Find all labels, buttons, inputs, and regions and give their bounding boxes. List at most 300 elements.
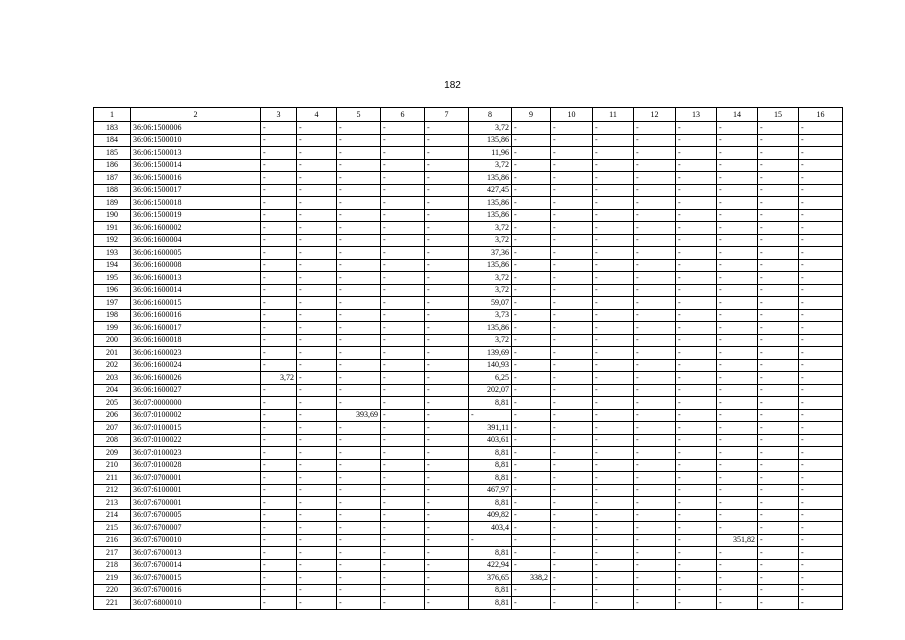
table-cell: - <box>676 522 717 535</box>
table-cell: - <box>512 197 551 210</box>
table-cell: - <box>593 134 634 147</box>
table-cell: 205 <box>94 397 131 410</box>
table-cell: - <box>297 447 337 460</box>
table-cell: 135,86 <box>469 259 512 272</box>
table-cell: - <box>261 134 297 147</box>
table-cell: - <box>717 559 758 572</box>
table-cell: 427,45 <box>469 184 512 197</box>
table-cell: - <box>297 247 337 260</box>
table-cell: - <box>261 322 297 335</box>
table-row <box>94 159 843 172</box>
table-cell: 190 <box>94 209 131 222</box>
table-cell: - <box>717 447 758 460</box>
table-cell: - <box>425 447 469 460</box>
table-cell: - <box>758 447 799 460</box>
table-cell: 36:07:6700010 <box>131 534 261 547</box>
table-cell: - <box>634 259 676 272</box>
table-cell: - <box>717 259 758 272</box>
table-cell: - <box>676 159 717 172</box>
table-cell: - <box>261 459 297 472</box>
table-cell: 422,94 <box>469 559 512 572</box>
table-cell: - <box>551 522 593 535</box>
table-cell: - <box>717 484 758 497</box>
table-cell: - <box>381 497 425 510</box>
table-cell: - <box>758 297 799 310</box>
table-cell: - <box>717 122 758 135</box>
table-cell: - <box>425 372 469 385</box>
table-cell: - <box>551 147 593 160</box>
table-row <box>94 222 843 235</box>
table-cell: - <box>593 572 634 585</box>
table-cell: - <box>634 147 676 160</box>
table-cell: - <box>799 334 843 347</box>
table-cell: - <box>758 559 799 572</box>
table-cell: - <box>297 559 337 572</box>
table-cell: - <box>717 284 758 297</box>
table-cell: 183 <box>94 122 131 135</box>
table-cell: - <box>512 309 551 322</box>
table-cell: - <box>758 134 799 147</box>
table-cell: - <box>425 397 469 410</box>
table-cell: - <box>676 422 717 435</box>
table-cell: - <box>634 272 676 285</box>
table-cell: - <box>717 159 758 172</box>
table-cell: - <box>551 322 593 335</box>
table-cell: - <box>676 559 717 572</box>
table-cell: - <box>799 372 843 385</box>
column-header: 13 <box>676 108 717 122</box>
table-cell: - <box>512 209 551 222</box>
table-cell: - <box>551 447 593 460</box>
table-cell: - <box>758 409 799 422</box>
table-body <box>94 122 843 610</box>
table-cell: - <box>676 259 717 272</box>
table-cell: - <box>634 547 676 560</box>
table-cell: 196 <box>94 284 131 297</box>
table-cell: - <box>425 584 469 597</box>
table-cell: - <box>297 259 337 272</box>
table-cell: 209 <box>94 447 131 460</box>
table-cell: 36:06:1600015 <box>131 297 261 310</box>
table-cell: - <box>261 497 297 510</box>
table-cell: - <box>551 184 593 197</box>
table-cell: - <box>425 459 469 472</box>
table-row <box>94 422 843 435</box>
table-cell: - <box>551 134 593 147</box>
table-cell: - <box>337 297 381 310</box>
table-cell: - <box>634 522 676 535</box>
table-cell: - <box>593 259 634 272</box>
table-cell: - <box>337 522 381 535</box>
table-cell: - <box>758 334 799 347</box>
table-cell: - <box>551 297 593 310</box>
table-cell: - <box>297 534 337 547</box>
table-cell: - <box>634 184 676 197</box>
table-cell: - <box>799 472 843 485</box>
table-cell: - <box>297 372 337 385</box>
table-cell: - <box>676 497 717 510</box>
table-row <box>94 534 843 547</box>
table-cell: - <box>381 222 425 235</box>
table-cell: - <box>261 309 297 322</box>
table-cell: 185 <box>94 147 131 160</box>
table-cell: - <box>297 409 337 422</box>
column-header: 4 <box>297 108 337 122</box>
table-cell: 8,81 <box>469 447 512 460</box>
table-cell: - <box>337 222 381 235</box>
table-cell: - <box>676 322 717 335</box>
table-cell: - <box>425 197 469 210</box>
table-cell: - <box>634 309 676 322</box>
table-cell: 214 <box>94 509 131 522</box>
table-cell: 8,81 <box>469 497 512 510</box>
table-row <box>94 597 843 610</box>
table-row <box>94 247 843 260</box>
table-cell: - <box>337 397 381 410</box>
table-cell: - <box>758 484 799 497</box>
table-cell: - <box>261 297 297 310</box>
table-cell: - <box>512 159 551 172</box>
table-cell: - <box>758 209 799 222</box>
table-cell: - <box>799 572 843 585</box>
table-cell: - <box>551 497 593 510</box>
table-cell: - <box>297 234 337 247</box>
table-cell: 216 <box>94 534 131 547</box>
table-cell: - <box>676 597 717 610</box>
table-cell: 8,81 <box>469 472 512 485</box>
table-cell: 36:06:1600026 <box>131 372 261 385</box>
table-row <box>94 584 843 597</box>
table-cell: - <box>425 172 469 185</box>
table-cell: 201 <box>94 347 131 360</box>
table-cell: - <box>297 597 337 610</box>
table-cell: - <box>717 272 758 285</box>
table-cell: - <box>425 347 469 360</box>
table-cell: - <box>425 134 469 147</box>
table-row <box>94 184 843 197</box>
table-cell: - <box>512 372 551 385</box>
table-cell: - <box>551 222 593 235</box>
table-cell: - <box>551 509 593 522</box>
table-cell: - <box>297 284 337 297</box>
table-cell: - <box>717 309 758 322</box>
table-cell: - <box>425 559 469 572</box>
table-cell: - <box>425 184 469 197</box>
table-cell: - <box>337 384 381 397</box>
table-cell: - <box>593 222 634 235</box>
table-cell: - <box>717 409 758 422</box>
table-cell: 218 <box>94 559 131 572</box>
table-cell: - <box>381 472 425 485</box>
table-cell: 409,82 <box>469 509 512 522</box>
table-cell: 376,65 <box>469 572 512 585</box>
table-cell: - <box>758 159 799 172</box>
table-cell: - <box>676 347 717 360</box>
table-cell: - <box>381 484 425 497</box>
table-cell: - <box>261 384 297 397</box>
table-cell: 221 <box>94 597 131 610</box>
table-cell: 3,73 <box>469 309 512 322</box>
table-cell: - <box>676 359 717 372</box>
table-cell: - <box>469 534 512 547</box>
table-cell: - <box>717 372 758 385</box>
table-cell: 36:07:6700014 <box>131 559 261 572</box>
table-cell: - <box>381 234 425 247</box>
table-cell: - <box>717 434 758 447</box>
table-cell: - <box>676 547 717 560</box>
table-cell: - <box>593 284 634 297</box>
table-cell: 36:06:1600002 <box>131 222 261 235</box>
table-cell: - <box>337 447 381 460</box>
table-cell: - <box>297 584 337 597</box>
table-cell: - <box>261 434 297 447</box>
table-cell: - <box>337 484 381 497</box>
table-cell: - <box>297 397 337 410</box>
table-cell: 8,81 <box>469 584 512 597</box>
table-cell: - <box>593 597 634 610</box>
table-cell: - <box>593 422 634 435</box>
table-cell: - <box>717 134 758 147</box>
table-cell: - <box>337 322 381 335</box>
table-cell: - <box>799 247 843 260</box>
table-cell: 215 <box>94 522 131 535</box>
table-cell: 36:06:1600005 <box>131 247 261 260</box>
table-cell: 187 <box>94 172 131 185</box>
table-cell: - <box>425 234 469 247</box>
table-cell: 219 <box>94 572 131 585</box>
table-cell: - <box>799 534 843 547</box>
table-cell: - <box>593 472 634 485</box>
table-cell: - <box>512 284 551 297</box>
table-cell: - <box>381 384 425 397</box>
table-cell: - <box>593 497 634 510</box>
table-row <box>94 484 843 497</box>
table-cell: - <box>593 159 634 172</box>
table-cell: - <box>799 159 843 172</box>
column-header: 15 <box>758 108 799 122</box>
table-cell: 186 <box>94 159 131 172</box>
table-cell: - <box>717 597 758 610</box>
table-cell: - <box>676 234 717 247</box>
table-cell: - <box>425 534 469 547</box>
table-cell: - <box>261 534 297 547</box>
table-cell: 184 <box>94 134 131 147</box>
table-cell: - <box>337 209 381 222</box>
table-cell: - <box>425 159 469 172</box>
table-cell: 36:07:6700005 <box>131 509 261 522</box>
table-cell: 351,82 <box>717 534 758 547</box>
table-cell: - <box>469 409 512 422</box>
table-cell: - <box>593 384 634 397</box>
table-cell: - <box>512 234 551 247</box>
table-cell: - <box>425 522 469 535</box>
table-cell: - <box>717 459 758 472</box>
table-cell: - <box>261 409 297 422</box>
table-cell: - <box>425 297 469 310</box>
table-cell: 36:07:6700001 <box>131 497 261 510</box>
table-cell: - <box>512 222 551 235</box>
table-cell: - <box>593 297 634 310</box>
table-cell: - <box>261 484 297 497</box>
table-cell: 36:07:6100001 <box>131 484 261 497</box>
table-cell: - <box>676 284 717 297</box>
table-row <box>94 522 843 535</box>
table-cell: - <box>717 522 758 535</box>
table-cell: - <box>676 184 717 197</box>
table-cell: - <box>634 397 676 410</box>
table-cell: - <box>593 309 634 322</box>
column-header: 5 <box>337 108 381 122</box>
table-cell: - <box>337 197 381 210</box>
table-cell: - <box>261 397 297 410</box>
table-cell: - <box>512 147 551 160</box>
table-cell: - <box>634 172 676 185</box>
table-cell: 188 <box>94 184 131 197</box>
table-cell: - <box>634 459 676 472</box>
table-cell: - <box>799 497 843 510</box>
table-cell: - <box>381 272 425 285</box>
table-cell: - <box>634 159 676 172</box>
table-cell: - <box>799 509 843 522</box>
table-row <box>94 197 843 210</box>
table-cell: - <box>593 484 634 497</box>
table-cell: - <box>799 234 843 247</box>
table-cell: - <box>634 359 676 372</box>
table-cell: - <box>261 509 297 522</box>
table-cell: - <box>799 172 843 185</box>
table-cell: 36:06:1600024 <box>131 359 261 372</box>
table-cell: - <box>512 272 551 285</box>
table-cell: - <box>261 172 297 185</box>
table-cell: 36:07:6700015 <box>131 572 261 585</box>
table-cell: - <box>381 209 425 222</box>
table-cell: - <box>425 497 469 510</box>
table-cell: - <box>717 497 758 510</box>
table-cell: - <box>512 172 551 185</box>
table-cell: - <box>297 347 337 360</box>
table-cell: 36:06:1600004 <box>131 234 261 247</box>
table-cell: - <box>512 384 551 397</box>
table-cell: - <box>758 222 799 235</box>
table-cell: - <box>512 522 551 535</box>
table-cell: - <box>717 197 758 210</box>
table-cell: - <box>425 359 469 372</box>
table-cell: - <box>261 222 297 235</box>
table-row <box>94 172 843 185</box>
table-row <box>94 209 843 222</box>
table-cell: - <box>634 234 676 247</box>
table-cell: - <box>551 484 593 497</box>
table-cell: - <box>261 347 297 360</box>
table-cell: - <box>337 122 381 135</box>
table-cell: - <box>593 397 634 410</box>
table-cell: - <box>717 472 758 485</box>
table-cell: - <box>381 259 425 272</box>
table-cell: - <box>512 322 551 335</box>
table-cell: - <box>799 409 843 422</box>
table-cell: - <box>551 422 593 435</box>
table-cell: 199 <box>94 322 131 335</box>
table-cell: - <box>512 447 551 460</box>
table-cell: - <box>425 247 469 260</box>
table-cell: 393,69 <box>337 409 381 422</box>
table-cell: - <box>593 347 634 360</box>
table-cell: - <box>425 384 469 397</box>
table-cell: - <box>676 334 717 347</box>
table-cell: - <box>634 347 676 360</box>
table-cell: - <box>593 459 634 472</box>
table-cell: - <box>676 309 717 322</box>
table-cell: - <box>337 234 381 247</box>
table-cell: - <box>717 234 758 247</box>
table-cell: - <box>758 347 799 360</box>
table-cell: - <box>337 372 381 385</box>
table-cell: - <box>512 509 551 522</box>
table-cell: - <box>634 134 676 147</box>
table-cell: - <box>512 597 551 610</box>
table-cell: - <box>593 509 634 522</box>
table-cell: - <box>297 159 337 172</box>
table-cell: - <box>676 434 717 447</box>
table-cell: - <box>425 322 469 335</box>
table-cell: 403,61 <box>469 434 512 447</box>
header-row <box>94 108 843 122</box>
table-cell: - <box>634 197 676 210</box>
table-cell: - <box>758 497 799 510</box>
table-cell: - <box>717 422 758 435</box>
table-cell: 36:06:1500017 <box>131 184 261 197</box>
table-cell: - <box>551 584 593 597</box>
table-cell: - <box>337 247 381 260</box>
table-cell: 36:07:0100023 <box>131 447 261 460</box>
table-cell: 220 <box>94 584 131 597</box>
table-cell: - <box>799 284 843 297</box>
table-row <box>94 497 843 510</box>
table-cell: 197 <box>94 297 131 310</box>
table-cell: - <box>337 359 381 372</box>
table-cell: 193 <box>94 247 131 260</box>
column-header: 14 <box>717 108 758 122</box>
table-cell: 203 <box>94 372 131 385</box>
table-cell: - <box>676 197 717 210</box>
table-cell: - <box>676 372 717 385</box>
table-cell: - <box>381 397 425 410</box>
table-cell: - <box>551 597 593 610</box>
table-cell: - <box>593 434 634 447</box>
table-cell: - <box>799 209 843 222</box>
table-cell: - <box>676 247 717 260</box>
table-cell: - <box>337 584 381 597</box>
table-cell: - <box>297 197 337 210</box>
table-cell: - <box>381 334 425 347</box>
table-cell: - <box>337 472 381 485</box>
table-cell: 36:06:1500019 <box>131 209 261 222</box>
table-cell: 3,72 <box>469 234 512 247</box>
table-cell: - <box>717 297 758 310</box>
table-cell: - <box>337 172 381 185</box>
table-cell: 36:06:1500016 <box>131 172 261 185</box>
table-cell: - <box>593 447 634 460</box>
table-cell: - <box>634 559 676 572</box>
table-cell: - <box>512 297 551 310</box>
table-cell: - <box>551 572 593 585</box>
column-header: 3 <box>261 108 297 122</box>
table-cell: - <box>261 597 297 610</box>
table-cell: 36:06:1600027 <box>131 384 261 397</box>
table-cell: 3,72 <box>469 272 512 285</box>
table-cell: 139,69 <box>469 347 512 360</box>
table-cell: - <box>676 472 717 485</box>
